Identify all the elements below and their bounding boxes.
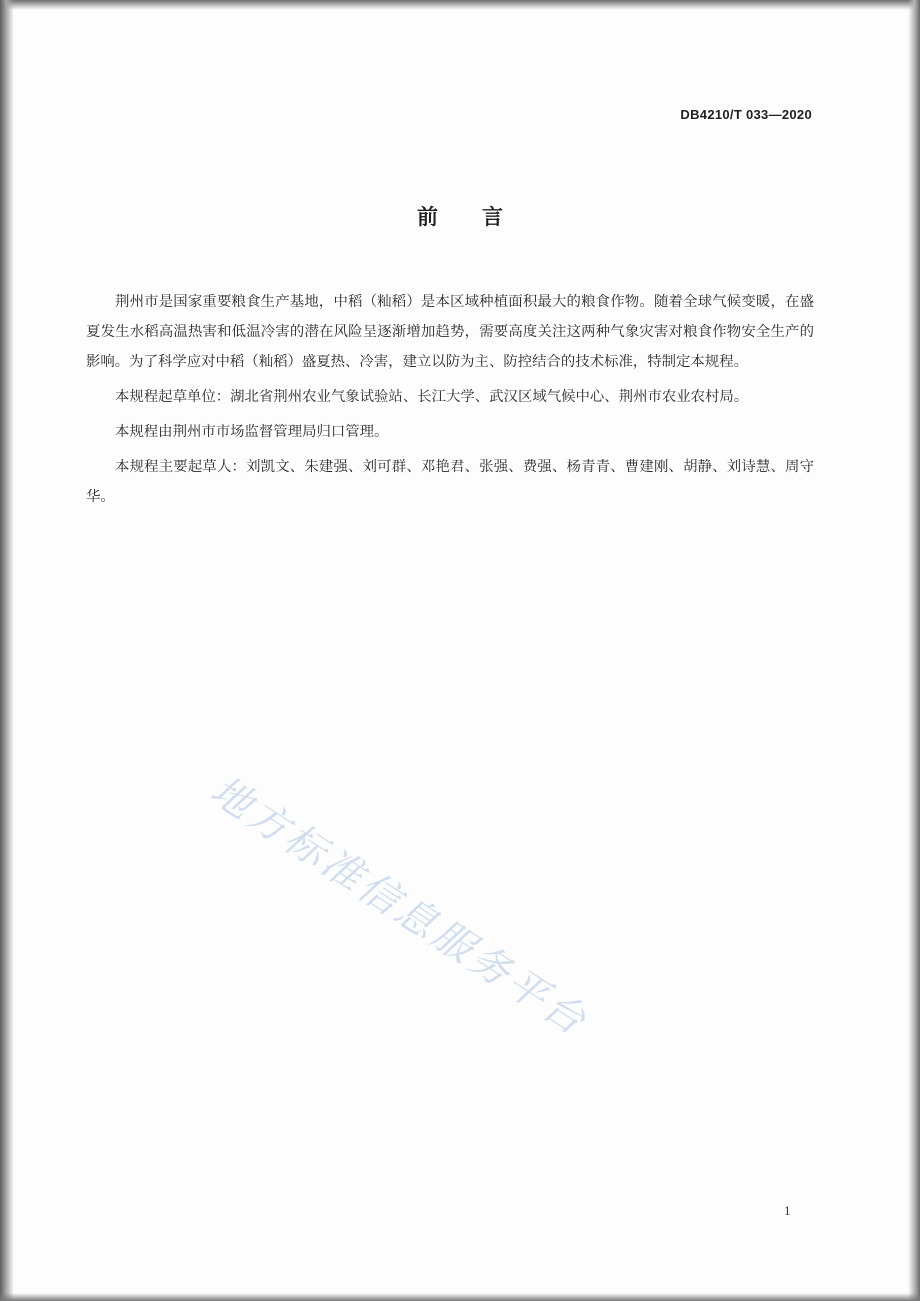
scan-edge-right [908,0,920,1301]
paragraph-drafters: 本规程主要起草人：刘凯文、朱建强、刘可群、邓艳君、张强、费强、杨青青、曹建刚、胡静、刘诗慧、周守华。 [86,459,814,505]
watermark-text: 地方标准信息服务平台 [202,767,597,1046]
scan-edge-left [0,0,14,1301]
scan-edge-top [0,0,920,10]
page-number: 1 [784,1203,791,1218]
paragraph-administration: 本规程由荆州市市场监督管理局归口管理。 [115,424,389,440]
paragraph-intro: 荆州市是国家重要粮食生产基地，中稻（籼稻）是本区域种植面积最大的粮食作物。随着全球气候变暖，在盛夏发生水稻高温热害和低温冷害的潜在风险呈逐渐增加趋势，需要高度关注这两种气象灾害对粮食作物安全生产的影响。为了科学应对中稻（籼稻）盛夏热、冷害，建立以防为主、防控结合的技术标准，特制定本规程。 [86,294,814,370]
document-id: DB4210/T 033—2020 [680,107,812,122]
page-title: 前言 [417,205,547,229]
scan-edge-bottom [0,1293,920,1301]
body-text [86,287,814,517]
paragraph-drafting-units: 本规程起草单位：湖北省荆州农业气象试验站、长江大学、武汉区域气候中心、荆州市农业农村局。 [115,389,749,405]
